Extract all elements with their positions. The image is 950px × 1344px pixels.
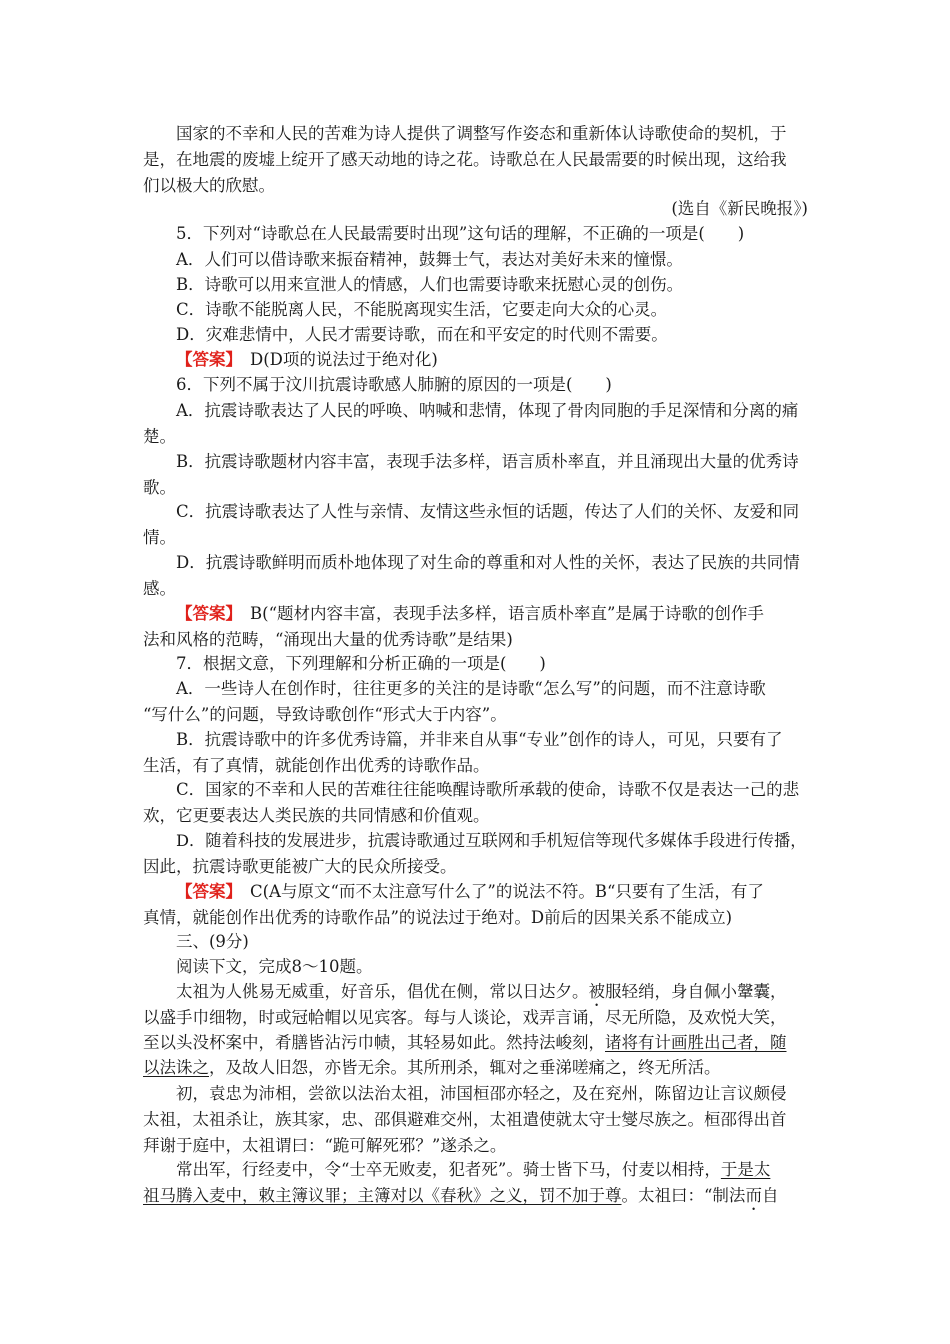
question-6-option-c-cont: 情。 [143,528,176,547]
question-5-stem: 5．下列对“诗歌总在人民最需要时出现”这句话的理解，不正确的一项是( ) [176,224,745,243]
question-7-option-a: A．一些诗人在创作时，往往更多的关注的是诗歌“怎么写”的问题，而不注意诗歌 [176,679,766,698]
question-6-option-c: C．抗震诗歌表达了人性与亲情、友情这些永恒的话题，传达了人们的关怀、友爱和同 [176,502,800,521]
text-run: 太祖为人佻易无威重，好音乐，倡优在侧，常以日达夕。 [176,982,589,1001]
classical-text-line [143,1055,808,1081]
classical-text-line [176,1157,808,1183]
question-7-option-d: D．随着科技的发展进步，抗震诗歌通过互联网和手机短信等现代多媒体手段进行传播， [176,831,807,850]
question-5-option-b: B．诗歌可以用来宣泄人的情感，人们也需要诗歌来抚慰心灵的创伤。 [176,275,684,294]
answer-text: D(D项的说法过于绝对化) [250,350,438,369]
question-7-option-a-cont: “写什么”的问题，导致诗歌创作“形式大于内容”。 [143,705,507,724]
answer-text: B(“题材内容丰富，表现手法多样，语言质朴率直”是属于诗歌的创作手 [250,604,764,623]
question-7-option-b: B．抗震诗歌中的许多优秀诗篇，并非来自从事“专业”创作的诗人，可见，只要有了 [176,730,783,749]
question-5-option-d: D．灾难悲情中，人民才需要诗歌，而在和平安定的时代则不需要。 [176,325,668,344]
question-6-option-a: A．抗震诗歌表达了人民的呼唤、呐喊和悲情，体现了骨肉同胞的手足深情和分离的痛 [176,401,799,420]
question-6-option-d: D．抗震诗歌鲜明而质朴地体现了对生命的尊重和对人性的关怀，表达了民族的共同情 [176,553,800,572]
emphasized-char: 而 [745,1186,762,1205]
text-run: 服轻绡，身自佩小鞶囊， [605,982,787,1001]
question-5-option-c: C．诗歌不能脱离人民，不能脱离现实生活，它要走向大众的心灵。 [176,300,668,319]
text-run: ，及故人旧怨，亦皆无余。其所刑杀，辄对之垂涕嗟痛之，终无所活。 [209,1058,721,1077]
underlined-sentence: 于是太 [720,1160,771,1179]
section-3-heading: 三、(9分) [176,932,249,951]
question-7-option-c: C．国家的不幸和人民的苦难往往能唤醒诗歌所承载的使命，诗歌不仅是表达一己的悲 [176,780,800,799]
classical-text-line: 拜谢于庭中，太祖谓曰：“跪可解死邪？”遂杀之。 [143,1136,507,1155]
answer-text: C(A与原文“而不太注意写什么了”的说法不符。B“只要有了生活，有了 [250,882,764,901]
emphasized-char: 被 [588,982,605,1001]
question-6-option-a-cont: 楚。 [143,427,176,446]
question-7-option-c-cont: 欢，它更要表达人类民族的共同情感和价值观。 [143,806,490,825]
classical-text-line: 初，袁忠为沛相，尝欲以法治太祖，沛国桓邵亦轻之，及在兖州，陈留边让言议颇侵 [176,1084,787,1103]
text-run: 自 [761,1186,779,1205]
question-6-answer-cont: 法和风格的范畴，“涌现出大量的优秀诗歌”是结果) [143,630,513,649]
text-run: 。太祖曰：“制法 [621,1186,746,1205]
text-run: 至以头没杯案中，肴膳皆沾污巾帻，其轻易如此。然持法峻刻， [143,1033,605,1052]
classical-text-line [143,1030,808,1056]
underlined-sentence: 以法诛之 [143,1058,209,1077]
question-7-option-d-cont: 因此，抗震诗歌更能被广大的民众所接受。 [143,857,457,876]
question-7-answer [176,879,808,905]
question-6-option-b-cont: 歌。 [143,478,176,497]
question-6-option-d-cont: 感。 [143,579,176,598]
underlined-sentence: 诸将有计画胜出己者，随 [605,1033,787,1052]
question-5-answer [176,347,808,373]
answer-label: 【答案】 [176,604,242,623]
answer-label: 【答案】 [176,350,242,369]
answer-label: 【答案】 [176,882,242,901]
passage-line: 是，在地震的废墟上绽开了感天动地的诗之花。诗歌总在人民最需要的时候出现，这给我 [143,150,787,169]
question-7-answer-cont: 真情，就能创作出优秀的诗歌作品”的说法过于绝对。D前后的因果关系不能成立) [143,908,733,927]
question-6-option-b: B．抗震诗歌题材内容丰富，表现手法多样，语言质朴率直，并且涌现出大量的优秀诗 [176,452,799,471]
passage-line: 国家的不幸和人民的苦难为诗人提供了调整写作姿态和重新体认诗歌使命的契机，于 [176,124,787,143]
underlined-sentence: 祖马腾入麦中，敕主簿议罪；主簿对以《春秋》之义，罚不加于尊 [143,1186,622,1205]
classical-text-line [143,1183,808,1214]
text-run: 常出军，行经麦中，令“士卒无败麦，犯者死”。骑士皆下马，付麦以相持， [176,1160,721,1179]
classical-text-line: 太祖，太祖杀让，族其家，忠、邵俱避难交州，太祖遣使就太守士燮尽族之。桓邵得出首 [143,1110,787,1129]
question-7-stem: 7．根据文意，下列理解和分析正确的一项是( ) [176,654,546,673]
classical-text-line: 以盛手巾细物，时或冠帢帽以见宾客。每与人谈论，戏弄言诵，尽无所隐，及欢悦大笑， [143,1008,787,1027]
question-6-stem: 6．下列不属于汶川抗震诗歌感人肺腑的原因的一项是( ) [176,375,612,394]
passage-source: (选自《新民晚报》) [671,199,808,218]
question-6-answer [176,601,808,627]
section-3-instruction: 阅读下文，完成8～10题。 [176,957,373,976]
question-5-option-a: A．人们可以借诗歌来振奋精神，鼓舞士气，表达对美好未来的憧憬。 [176,250,683,269]
passage-line: 们以极大的欣慰。 [143,176,275,195]
question-7-option-b-cont: 生活，有了真情，就能创作出优秀的诗歌作品。 [143,756,490,775]
